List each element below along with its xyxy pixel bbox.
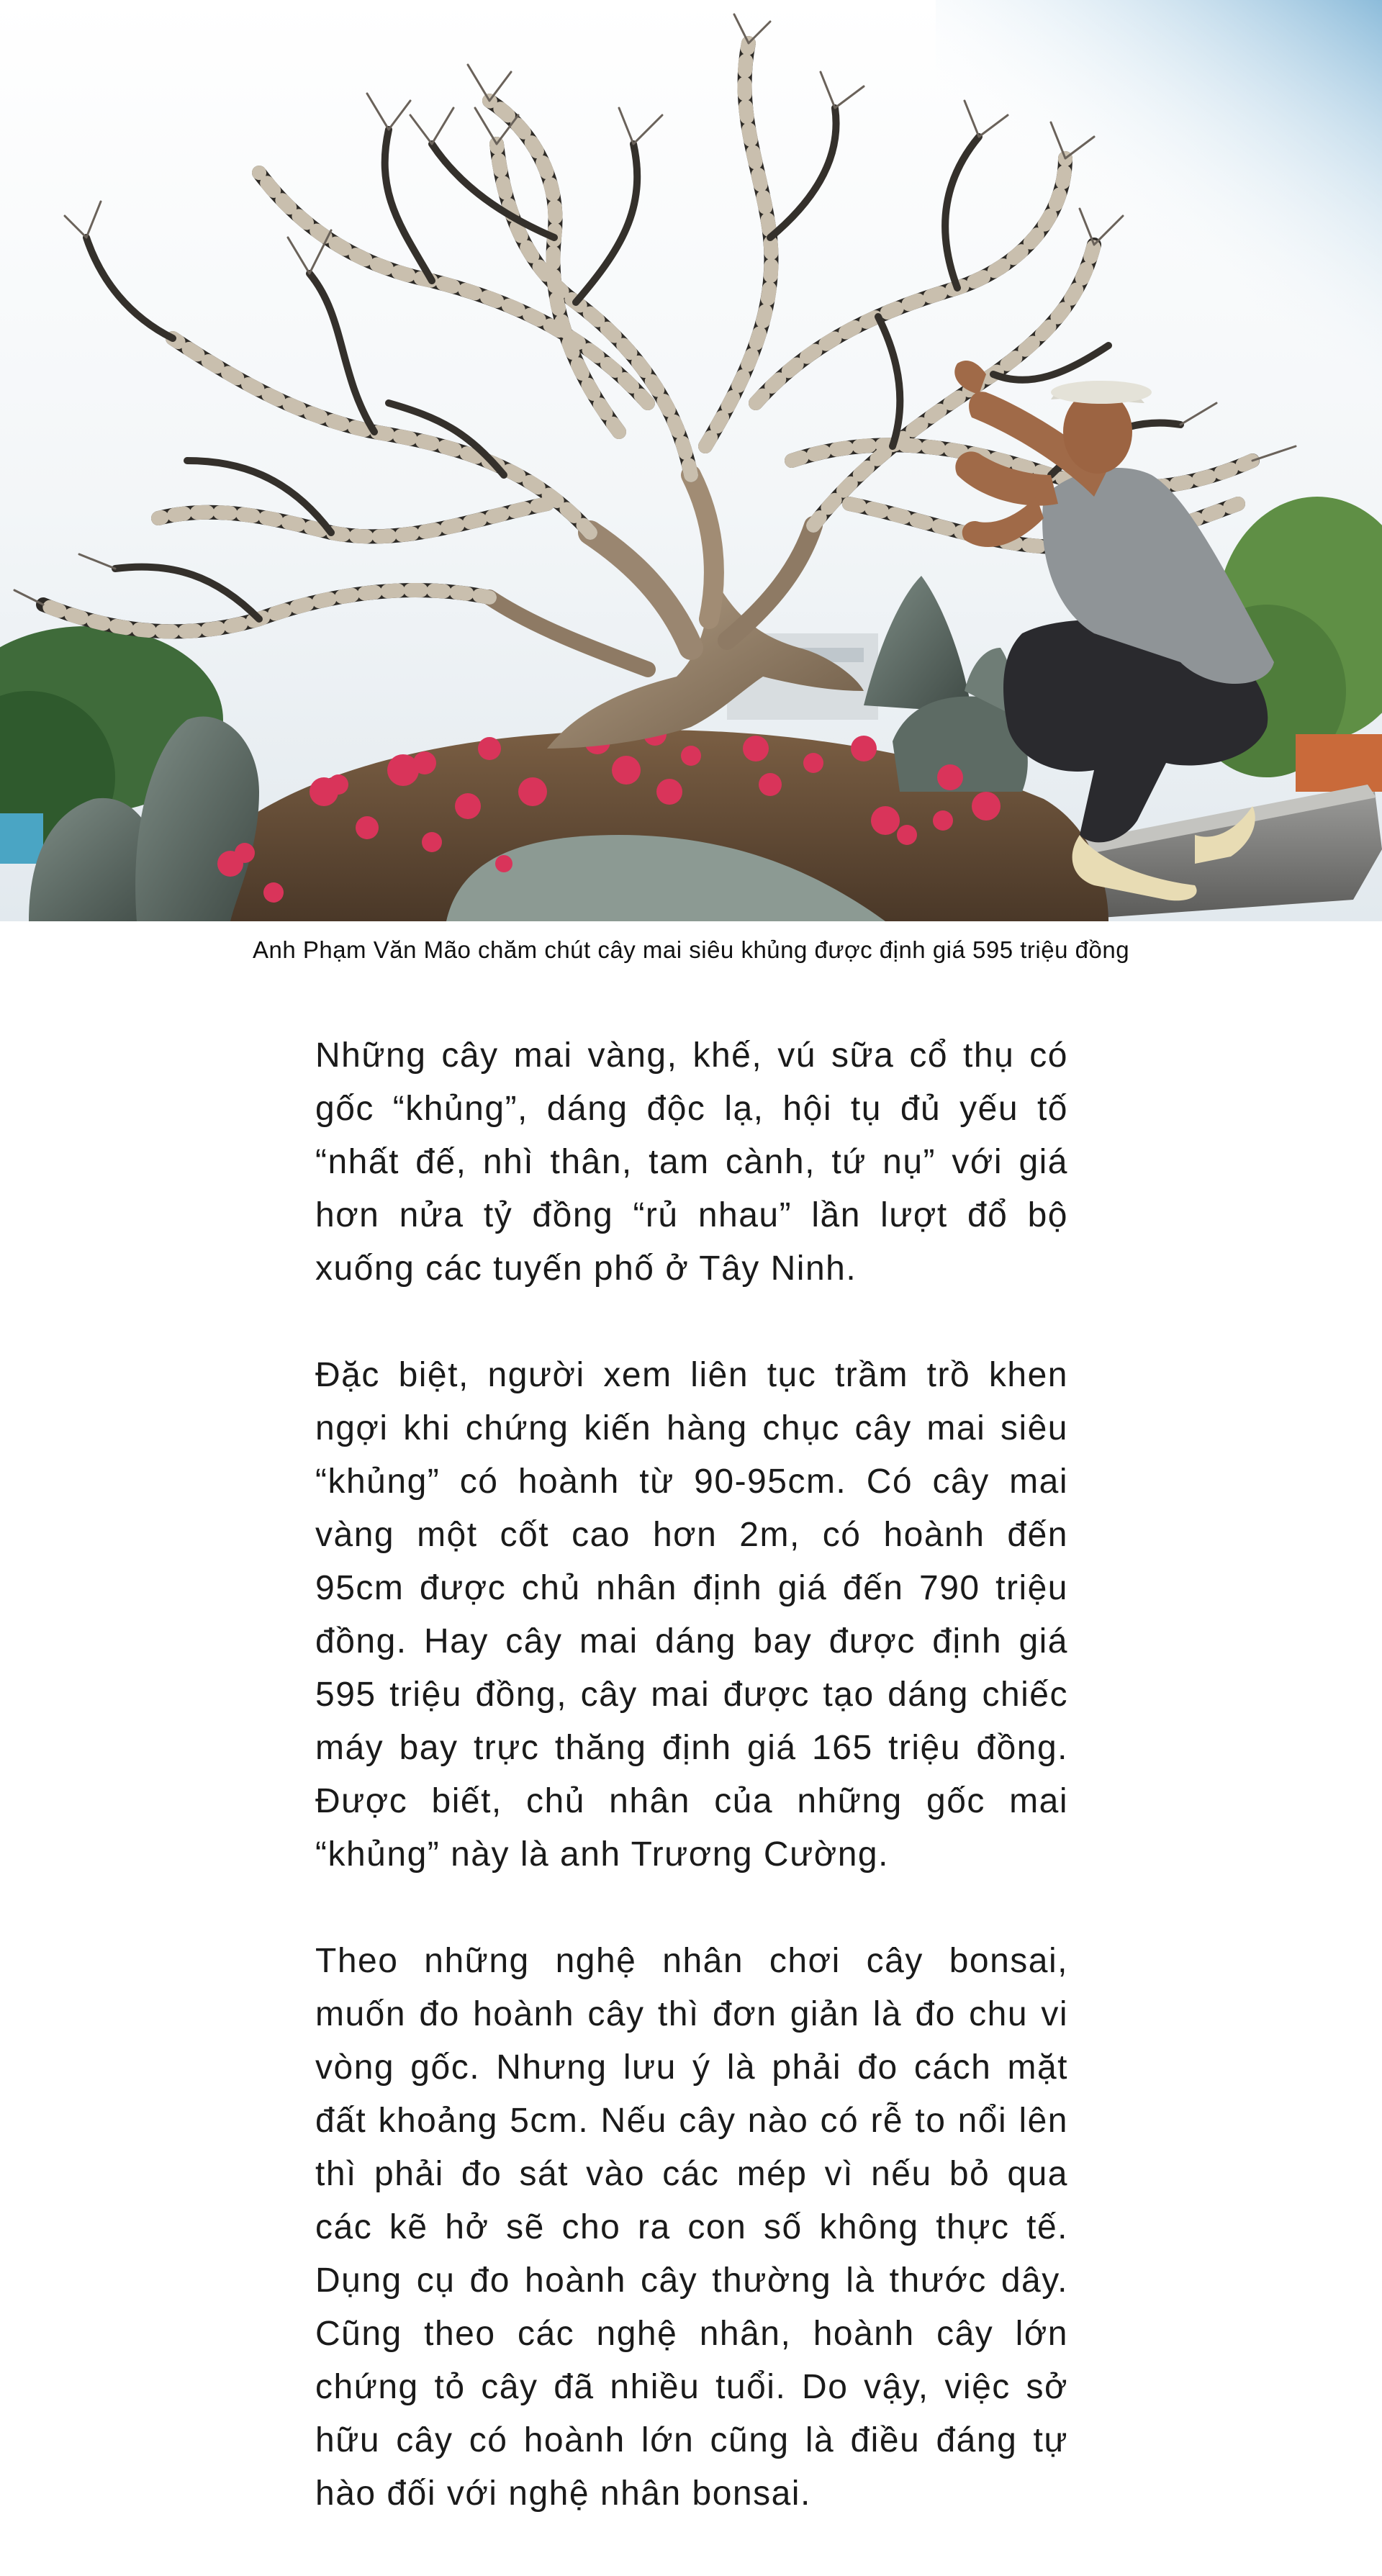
article-paragraph: Những cây mai vàng, khế, vú sữa cổ thụ có gốc “khủng”, dáng độc lạ, hội tụ đủ yếu tố “nhất đế, nhì thân, tam cành, tứ nụ” với giá hơn nửa tỷ đồng “rủ nhau” lần lượt đổ bộ xuống các tuyến phố ở Tây Ninh.: [315, 1036, 1068, 1288]
hero-photo: [0, 0, 1382, 921]
article-paragraph: Theo những nghệ nhân chơi cây bonsai, muốn đo hoành cây thì đơn giản là đo chu vi vòng gốc. Nhưng lưu ý là phải đo cách mặt đất khoảng 5cm. Nếu cây nào có rễ to nổi lên thì phải đo sát vào các mép vì nếu bỏ qua các kẽ hở sẽ cho ra con số không thực tế. Dụng cụ đo hoành cây thường là thước dây. Cũng theo các nghệ nhân, hoành cây lớn chứng tỏ cây đã nhiều tuổi. Do vậy, việc sở hữu cây có hoành lớn cũng là điều đáng tự hào đối với nghệ nhân bonsai.: [315, 1942, 1068, 2513]
bonsai-tree-photo: [0, 0, 1382, 921]
article-paragraph: Đặc biệt, người xem liên tục trầm trồ khen ngợi khi chứng kiến hàng chục cây mai siêu “khủng” có hoành từ 90-95cm. Có cây mai vàng một cốt cao hơn 2m, có hoành đến 95cm được chủ nhân định giá đến 790 triệu đồng. Hay cây mai dáng bay được định giá 595 triệu đồng, cây mai được tạo dáng chiếc máy bay trực thăng định giá 165 triệu đồng. Được biết, chủ nhân của những gốc mai “khủng” này là anh Trương Cường.: [315, 1356, 1068, 1874]
photo-caption: Anh Phạm Văn Mão chăm chút cây mai siêu khủng được định giá 595 triệu đồng: [252, 936, 1130, 963]
article-body: [315, 1029, 1068, 2574]
